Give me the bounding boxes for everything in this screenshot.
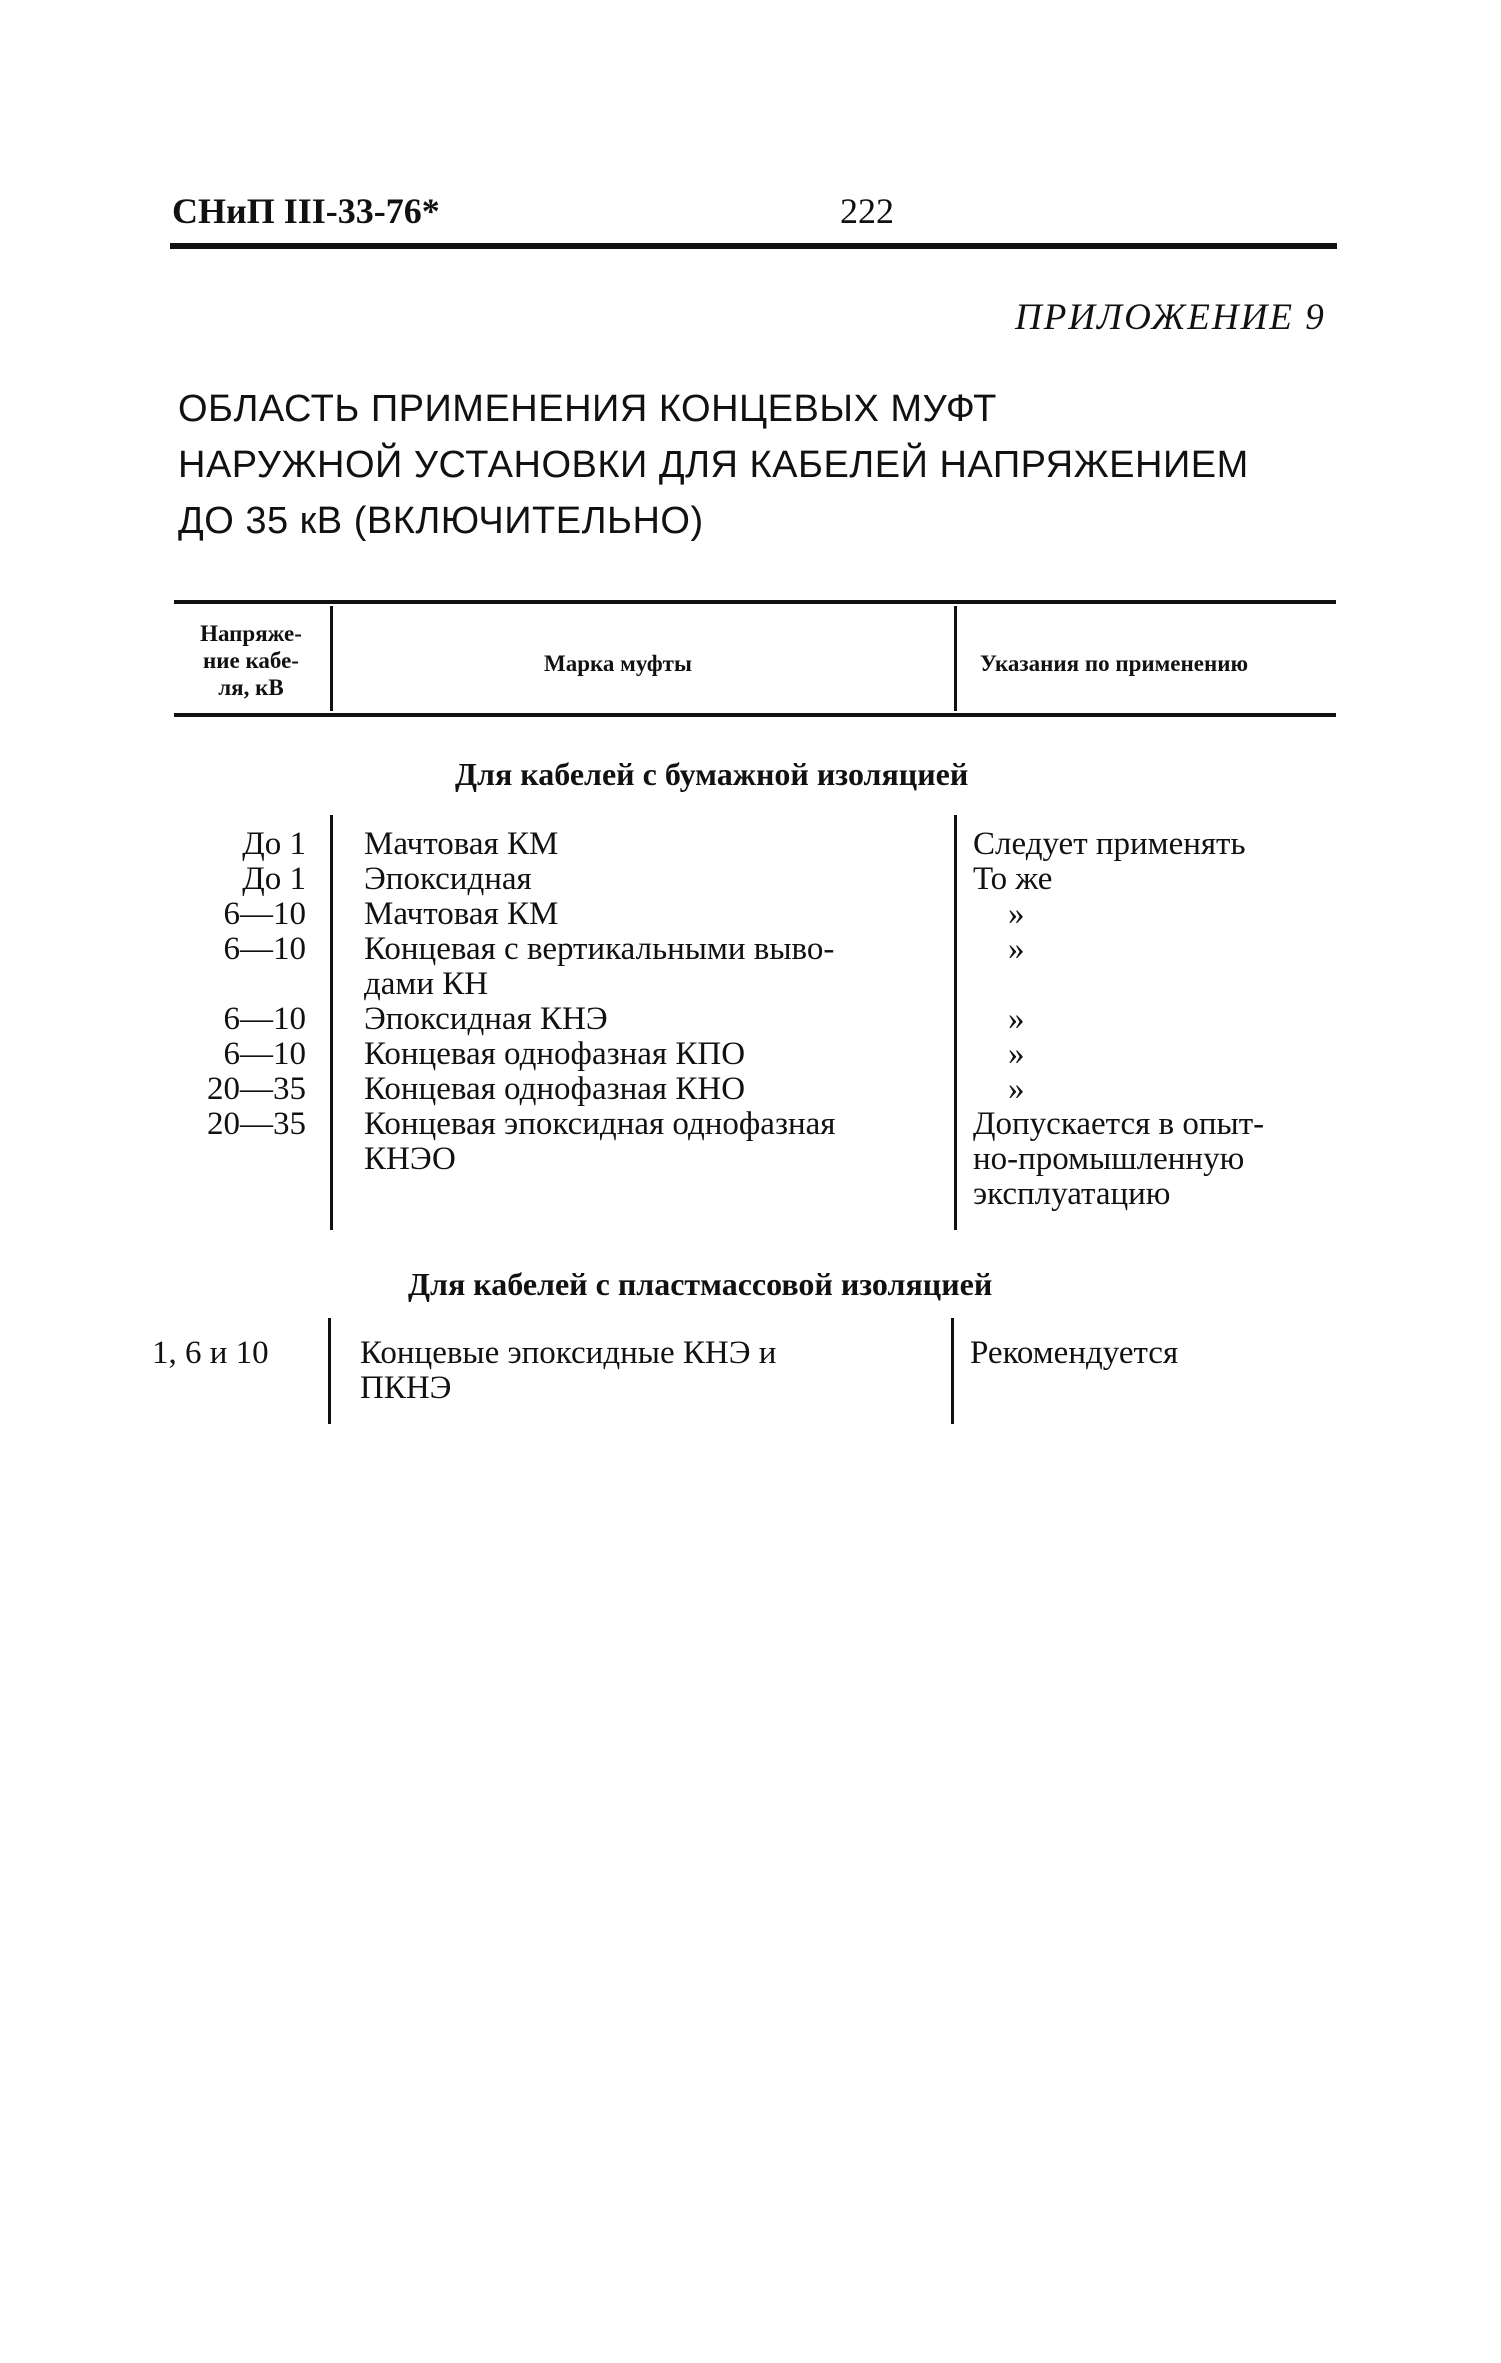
column-header-voltage-line-1: Напряже- (200, 621, 302, 646)
header-rule (170, 243, 1337, 249)
table-row-6-brand: Концевая однофазная КПО (364, 1036, 746, 1072)
section1-divider-1 (330, 815, 333, 1230)
table-row-8-note-cont-2: эксплуатацию (973, 1176, 1171, 1212)
table-row-2-voltage: До 1 (242, 861, 306, 897)
table-row-3-voltage: 6—10 (223, 896, 306, 932)
table-row-3-note: » (1008, 896, 1025, 932)
table-row-1-brand: Мачтовая КМ (364, 826, 559, 862)
table-row-9-brand: Концевые эпоксидные КНЭ и (360, 1335, 777, 1371)
table-row-1-note: Следует применять (973, 826, 1246, 862)
table-row-8-brand: Концевая эпоксидная однофазная (364, 1106, 836, 1142)
table-row-8-brand-cont: КНЭО (364, 1141, 456, 1177)
section-title-plastic: Для кабелей с пластмассовой изоляцией (408, 1266, 993, 1302)
document-code: СНиП III-33-76* (172, 191, 440, 231)
table-row-5-voltage: 6—10 (223, 1001, 306, 1037)
table-row-3-brand: Мачтовая КМ (364, 896, 559, 932)
table-row-6-voltage: 6—10 (223, 1036, 306, 1072)
table-row-4-brand-cont: дами КН (364, 966, 489, 1002)
table-row-2-brand: Эпоксидная (364, 861, 532, 897)
table-row-9-voltage: 1, 6 и 10 (152, 1335, 269, 1371)
table-row-6-note: » (1008, 1036, 1025, 1072)
section1-divider-2 (954, 815, 957, 1230)
table-row-2-note: То же (973, 861, 1053, 897)
title-line-2: НАРУЖНОЙ УСТАНОВКИ ДЛЯ КАБЕЛЕЙ НАПРЯЖЕНИЕМ (178, 444, 1249, 486)
title-line-3: ДО 35 кВ (ВКЛЮЧИТЕЛЬНО) (178, 500, 704, 542)
column-header-voltage-line-3: ля, кВ (218, 675, 284, 700)
table-row-7-brand: Концевая однофазная КНО (364, 1071, 746, 1107)
table-row-8-note: Допускается в опыт- (973, 1106, 1265, 1142)
table-row-7-voltage: 20—35 (207, 1071, 306, 1107)
table-row-4-brand: Концевая с вертикальными выво- (364, 931, 835, 967)
table-row-5-note: » (1008, 1001, 1025, 1037)
table-row-4-voltage: 6—10 (223, 931, 306, 967)
column-header-voltage (176, 620, 326, 701)
section2-divider-1 (328, 1318, 331, 1424)
page-number: 222 (840, 191, 894, 231)
table-row-9-brand-cont: ПКНЭ (360, 1370, 452, 1406)
table-row-5-brand: Эпоксидная КНЭ (364, 1001, 608, 1037)
table-top-rule (174, 600, 1336, 604)
table-row-4-note: » (1008, 931, 1025, 967)
table-row-8-voltage: 20—35 (207, 1106, 306, 1142)
table-header-rule (174, 713, 1336, 717)
table-row-1-voltage: До 1 (242, 826, 306, 862)
column-header-brand: Марка муфты (544, 651, 692, 676)
section-title-paper: Для кабелей с бумажной изоляцией (455, 756, 969, 792)
table-row-7-note: » (1008, 1071, 1025, 1107)
appendix-label: ПРИЛОЖЕНИЕ 9 (1015, 297, 1326, 338)
column-header-notes: Указания по применению (980, 651, 1249, 676)
section2-divider-2 (951, 1318, 954, 1424)
table-row-9-note: Рекомендуется (970, 1335, 1179, 1371)
table-row-8-note-cont-1: но-промышленную (973, 1141, 1245, 1177)
header-divider-2 (954, 606, 957, 711)
column-header-voltage-line-2: ние кабе- (203, 648, 299, 673)
title-line-1: ОБЛАСТЬ ПРИМЕНЕНИЯ КОНЦЕВЫХ МУФТ (178, 388, 997, 430)
header-divider-1 (330, 606, 333, 711)
